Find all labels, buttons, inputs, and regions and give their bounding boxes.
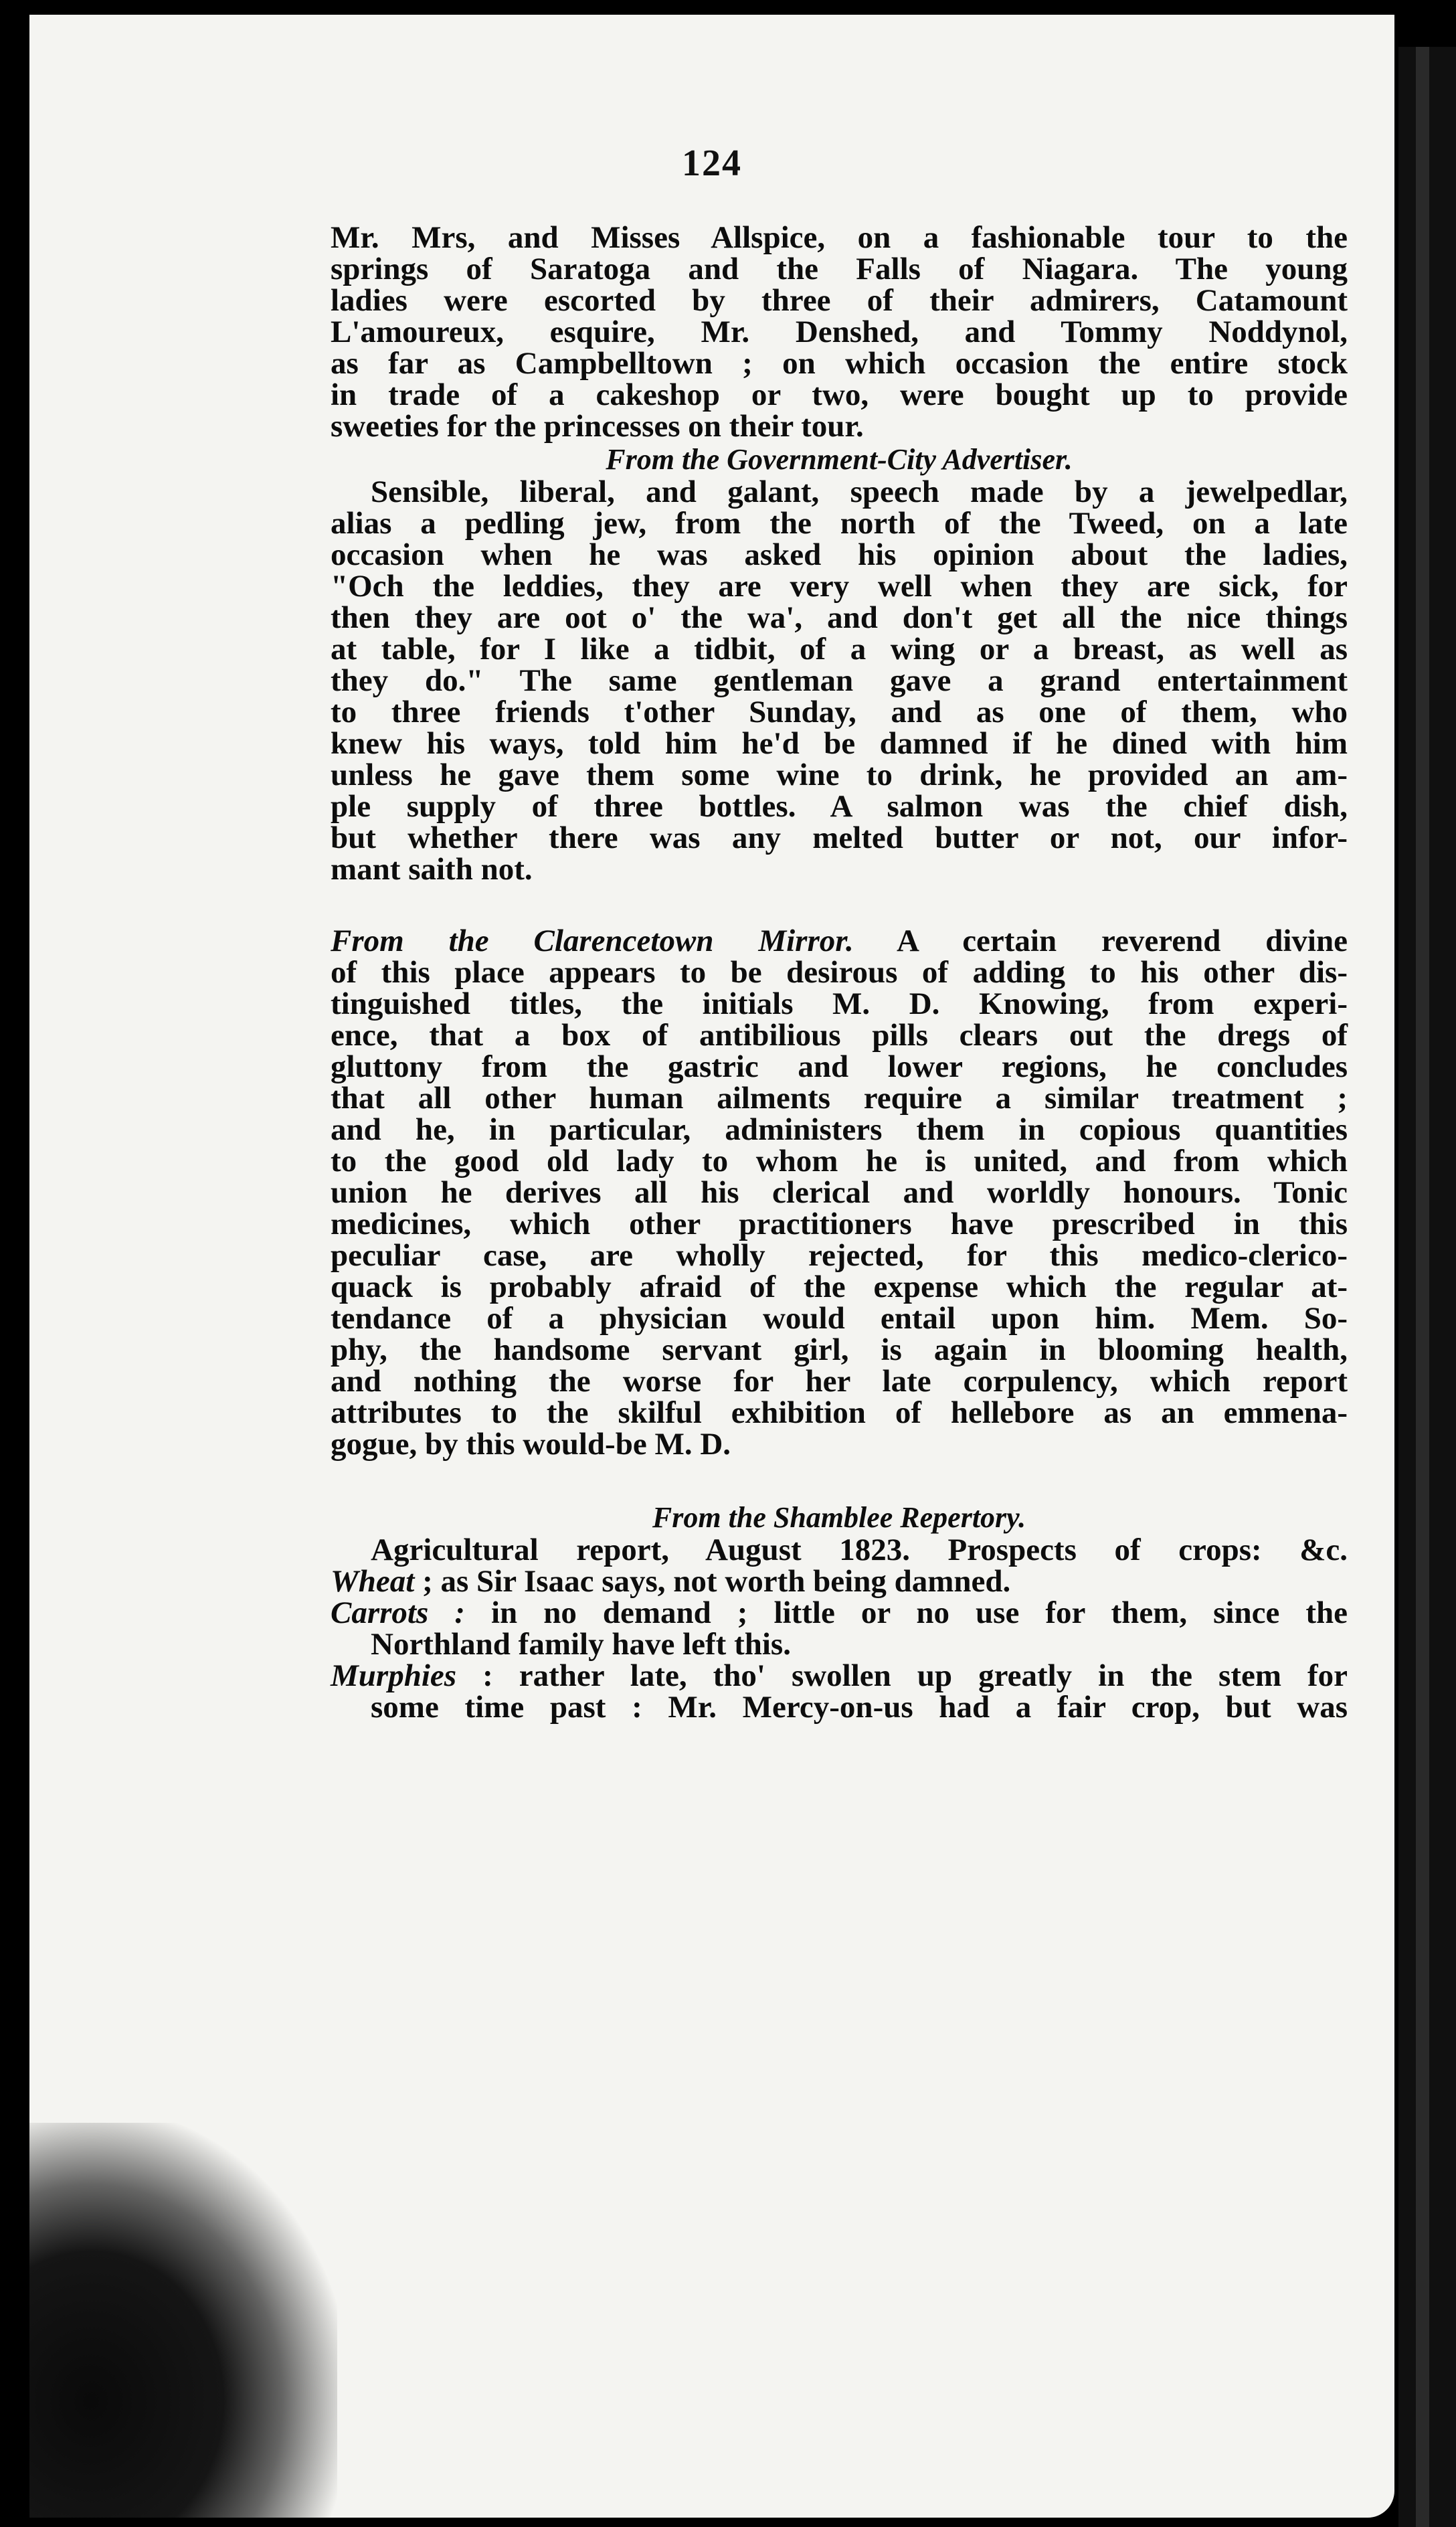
text-line: union he derives all his clerical and worldly honours. Tonic: [331, 1175, 1348, 1210]
scan-shadow: [29, 2123, 337, 2518]
text-line: knew his ways, told him he'd be damned if he dined with him: [331, 726, 1348, 761]
text-line: medicines, which other practitioners have prescribed in this: [331, 1207, 1348, 1241]
text-line: ple supply of three bottles. A salmon was the chief dish,: [331, 789, 1348, 824]
text-line: "Och the leddies, they are very well when they are sick, for: [331, 569, 1348, 604]
book-binding-edge-inner: [1416, 47, 1429, 2527]
text-line: to three friends t'other Sunday, and as one of them, who: [331, 695, 1348, 729]
text-line: and he, in particular, administers them in copious quantities: [331, 1112, 1348, 1147]
text-line: attributes to the skilful exhibition of hellebore as an emmena-: [331, 1395, 1348, 1430]
text-line: phy, the handsome servant girl, is again in blooming health,: [331, 1332, 1348, 1367]
text-run: ; as Sir Isaac says, not worth being damned.: [414, 1564, 1011, 1599]
text-line: as far as Campbelltown ; on which occasion the entire stock: [331, 346, 1348, 381]
text-line: Mr. Mrs, and Misses Allspice, on a fashionable tour to the: [331, 220, 1348, 255]
text-line: alias a pedling jew, from the north of the Tweed, on a late: [331, 506, 1348, 541]
text-line: [331, 1566, 1348, 1597]
text-line: but whether there was any melted butter or not, our infor-: [331, 820, 1348, 855]
text-line: [331, 1597, 1348, 1629]
section-heading-mirror: From the Clarencetown Mirror.: [331, 924, 854, 958]
book-page: [29, 15, 1394, 2518]
text-line: of this place appears to be desirous of adding to his other dis-: [331, 955, 1348, 990]
text-line: gluttony from the gastric and lower regions, he concludes: [331, 1049, 1348, 1084]
section-heading-advertiser: From the Government-City Advertiser.: [606, 443, 1073, 476]
paragraph-allspice: [331, 222, 1348, 442]
text-run: in no demand ; little or no use for them, since the: [464, 1595, 1348, 1630]
text-line: ladies were escorted by three of their admirers, Catamount: [331, 283, 1348, 318]
crop-label-murphies: Murphies: [331, 1658, 457, 1693]
text-line: Agricultural report, August 1823. Prospects of crops: &c.: [371, 1533, 1348, 1567]
paragraph-agricultural-report: [331, 1535, 1348, 1723]
text-line: [331, 1660, 1348, 1692]
text-line: tendance of a physician would entail upon him. Mem. So-: [331, 1301, 1348, 1336]
text-line: unless he gave them some wine to drink, he provided an am-: [331, 758, 1348, 792]
text-run: A certain reverend divine: [853, 924, 1348, 958]
paragraph-jewpedlar: [331, 476, 1348, 885]
text-line: ence, that a box of antibilious pills clears out the dregs of: [331, 1018, 1348, 1053]
text-line: then they are oot o' the wa', and don't get all the nice things: [331, 600, 1348, 635]
text-line: and nothing the worse for her late corpulency, which report: [331, 1364, 1348, 1399]
text-line: [331, 926, 1348, 957]
text-line: springs of Saratoga and the Falls of Niagara. The young: [331, 252, 1348, 286]
section-heading-repertory: From the Shamblee Repertory.: [652, 1501, 1026, 1534]
crop-label-wheat: Wheat: [331, 1564, 415, 1599]
text-line: to the good old lady to whom he is united, and from which: [331, 1144, 1348, 1179]
spacer: [331, 1460, 1348, 1500]
text-line: at table, for I like a tidbit, of a wing or a breast, as well as: [331, 632, 1348, 667]
text-line: L'amoureux, esquire, Mr. Denshed, and Tommy Noddynol,: [331, 315, 1348, 349]
text-line: sweeties for the princesses on their tour.: [331, 409, 864, 444]
text-line: gogue, by this would-be M. D.: [331, 1427, 731, 1462]
text-line: Northland family have left this.: [371, 1627, 791, 1662]
text-line: in trade of a cakeshop or two, were bought up to provide: [331, 377, 1348, 412]
text-line: mant saith not.: [331, 852, 533, 887]
text-line: Sensible, liberal, and galant, speech made by a jewelpedlar,: [371, 474, 1348, 509]
text-line: they do." The same gentleman gave a grand entertainment: [331, 663, 1348, 698]
page-number: 124: [682, 143, 742, 184]
text-run: : rather late, tho' swollen up greatly in the stem for: [456, 1658, 1348, 1693]
text-line: some time past : Mr. Mercy-on-us had a fair crop, but was: [371, 1690, 1348, 1725]
text-line: peculiar case, are wholly rejected, for this medico-clerico-: [331, 1238, 1348, 1273]
crop-label-carrots: Carrots :: [331, 1595, 465, 1630]
text-line: quack is probably afraid of the expense which the regular at-: [331, 1270, 1348, 1304]
spacer: [331, 885, 1348, 926]
paragraph-clarencetown: [331, 926, 1348, 1460]
text-line: occasion when he was asked his opinion about the ladies,: [331, 537, 1348, 572]
text-column: [331, 222, 1348, 1723]
text-line: tinguished titles, the initials M. D. Knowing, from experi-: [331, 986, 1348, 1021]
text-line: that all other human ailments require a similar treatment ;: [331, 1081, 1348, 1116]
